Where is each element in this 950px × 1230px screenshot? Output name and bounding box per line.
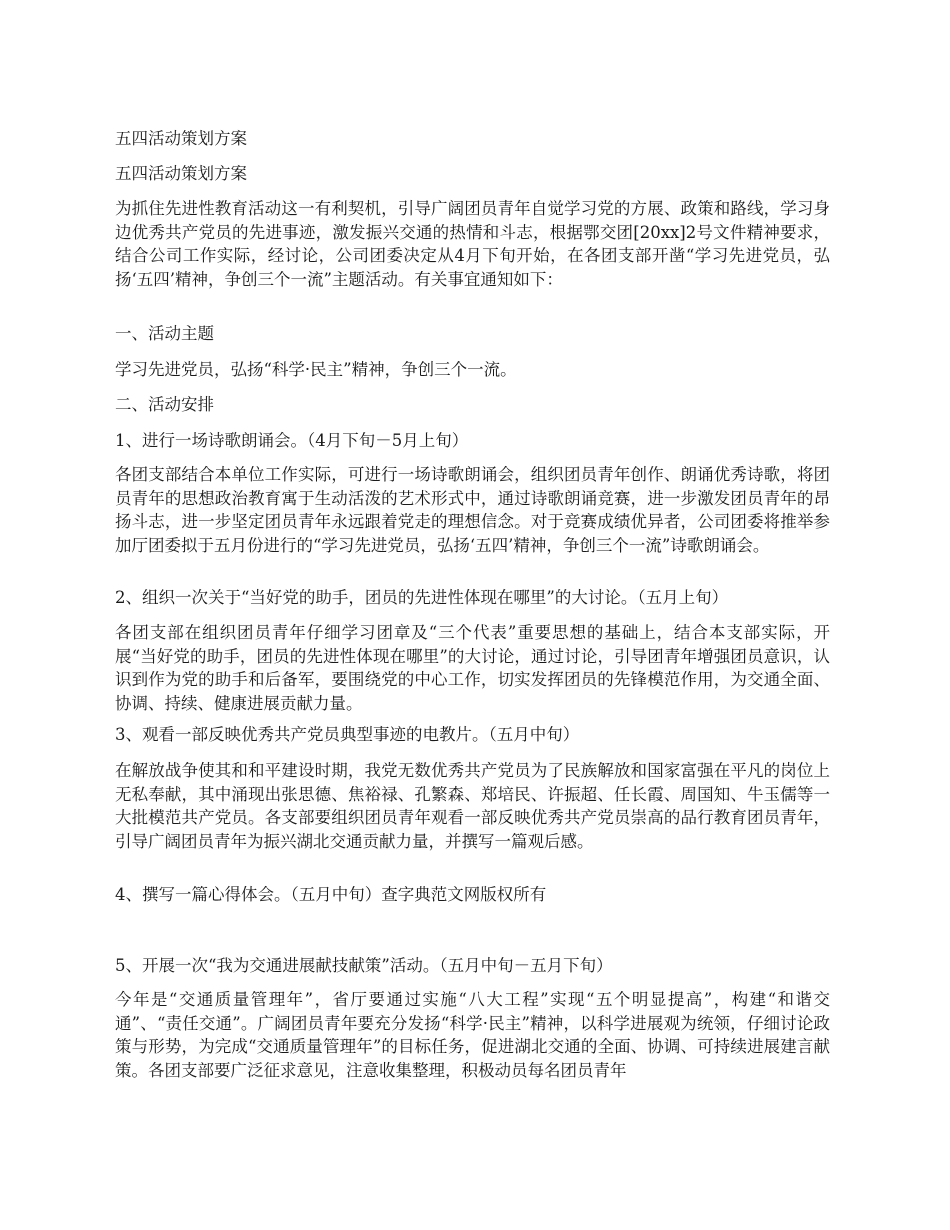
document-title: 五四活动策划方案 [115,129,247,148]
item-2-heading: 2、组织一次关于“当好党的助手，团员的先进性体现在哪里”的大讨论。（五月上旬） [115,588,729,607]
section-heading-theme: 一、活动主题 [115,324,214,343]
item-1-text: 各团支部结合本单位工作实际，可进行一场诗歌朗诵会，组织团员青年创作、朗诵优秀诗歌，将团员青年的思想政治教育寓于生动活泼的艺术形式中，通过诗歌朗诵竞赛，进一步激发团员青年的昂扬斗志，进一步坚定团员青年永远跟着党走的理想信念。对于竞赛成绩优异者，公司团委将推举参加厅团委拟于五月份进行的“学习先进党员，弘扬‘五四’精神，争创三个一流”诗歌朗诵会。 [115,465,830,555]
document-subtitle: 五四活动策划方案 [115,164,247,183]
item-5-text: 今年是“交通质量管理年”，省厅要通过实施“八大工程”实现“五个明显提高”，构建“和谐交通”、“责任交通”。广阔团员青年要充分发扬“科学·民主”精神，以科学进展观为统领，仔细讨论政策与形势，为完成“交通质量管理年”的目标任务，促进湖北交通的全面、协调、可持续进展建言献策。各团支部要广泛征求意见，注意收集整理，积极动员每名团员青年 [115,990,830,1080]
item-3-text: 在解放战争使其和和平建设时期，我党无数优秀共产党员为了民族解放和国家富强在平凡的岗位上无私奉献，其中涌现出张思德、焦裕禄、孔繁森、郑培民、许振超、任长霞、周国知、牛玉儒等一大批模范共产党员。各支部要组织团员青年观看一部反映优秀共产党员崇高的品行教育团员青年，引导广阔团员青年为振兴湖北交通贡献力量，并撰写一篇观后感。 [115,761,830,851]
section-heading-arrangement: 二、活动安排 [115,395,214,414]
item-5-heading: 5、开展一次“我为交通进展献技献策”活动。（五月中旬－五月下旬） [115,956,613,975]
item-4-heading: 4、撰写一篇心得体会。（五月中旬）查字典范文网版权所有 [115,885,547,904]
item-2-text: 各团支部在组织团员青年仔细学习团章及“三个代表”重要思想的基础上，结合本支部实际，开展“当好党的助手，团员的先进性体现在哪里”的大讨论，通过讨论，引导团青年增强团员意识，认识到作为党的助手和后备军，要围绕党的中心工作，切实发挥团员的先锋模范作用，为交通全面、协调、持续、健康进展贡献力量。 [115,623,830,713]
section-text-theme: 学习先进党员，弘扬“科学·民主”精神，争创三个一流。 [115,360,517,379]
item-3-heading: 3、观看一部反映优秀共产党员典型事迹的电教片。（五月中旬） [115,725,580,744]
intro-paragraph: 为抓住先进性教育活动这一有利契机，引导广阔团员青年自觉学习党的方展、政策和路线，学习身边优秀共产党员的先进事迹，激发振兴交通的热情和斗志，根据鄂交团[20xx]2号文件精神要求，结合公司工作实际，经讨论，公司团委决定从4月下旬开始，在各团支部开凿“学习先进党员，弘扬‘五四’精神，争创三个一流”主题活动。有关事宜通知如下： [115,199,830,289]
item-1-heading: 1、进行一场诗歌朗诵会。（4月下旬－5月上旬） [115,431,469,450]
